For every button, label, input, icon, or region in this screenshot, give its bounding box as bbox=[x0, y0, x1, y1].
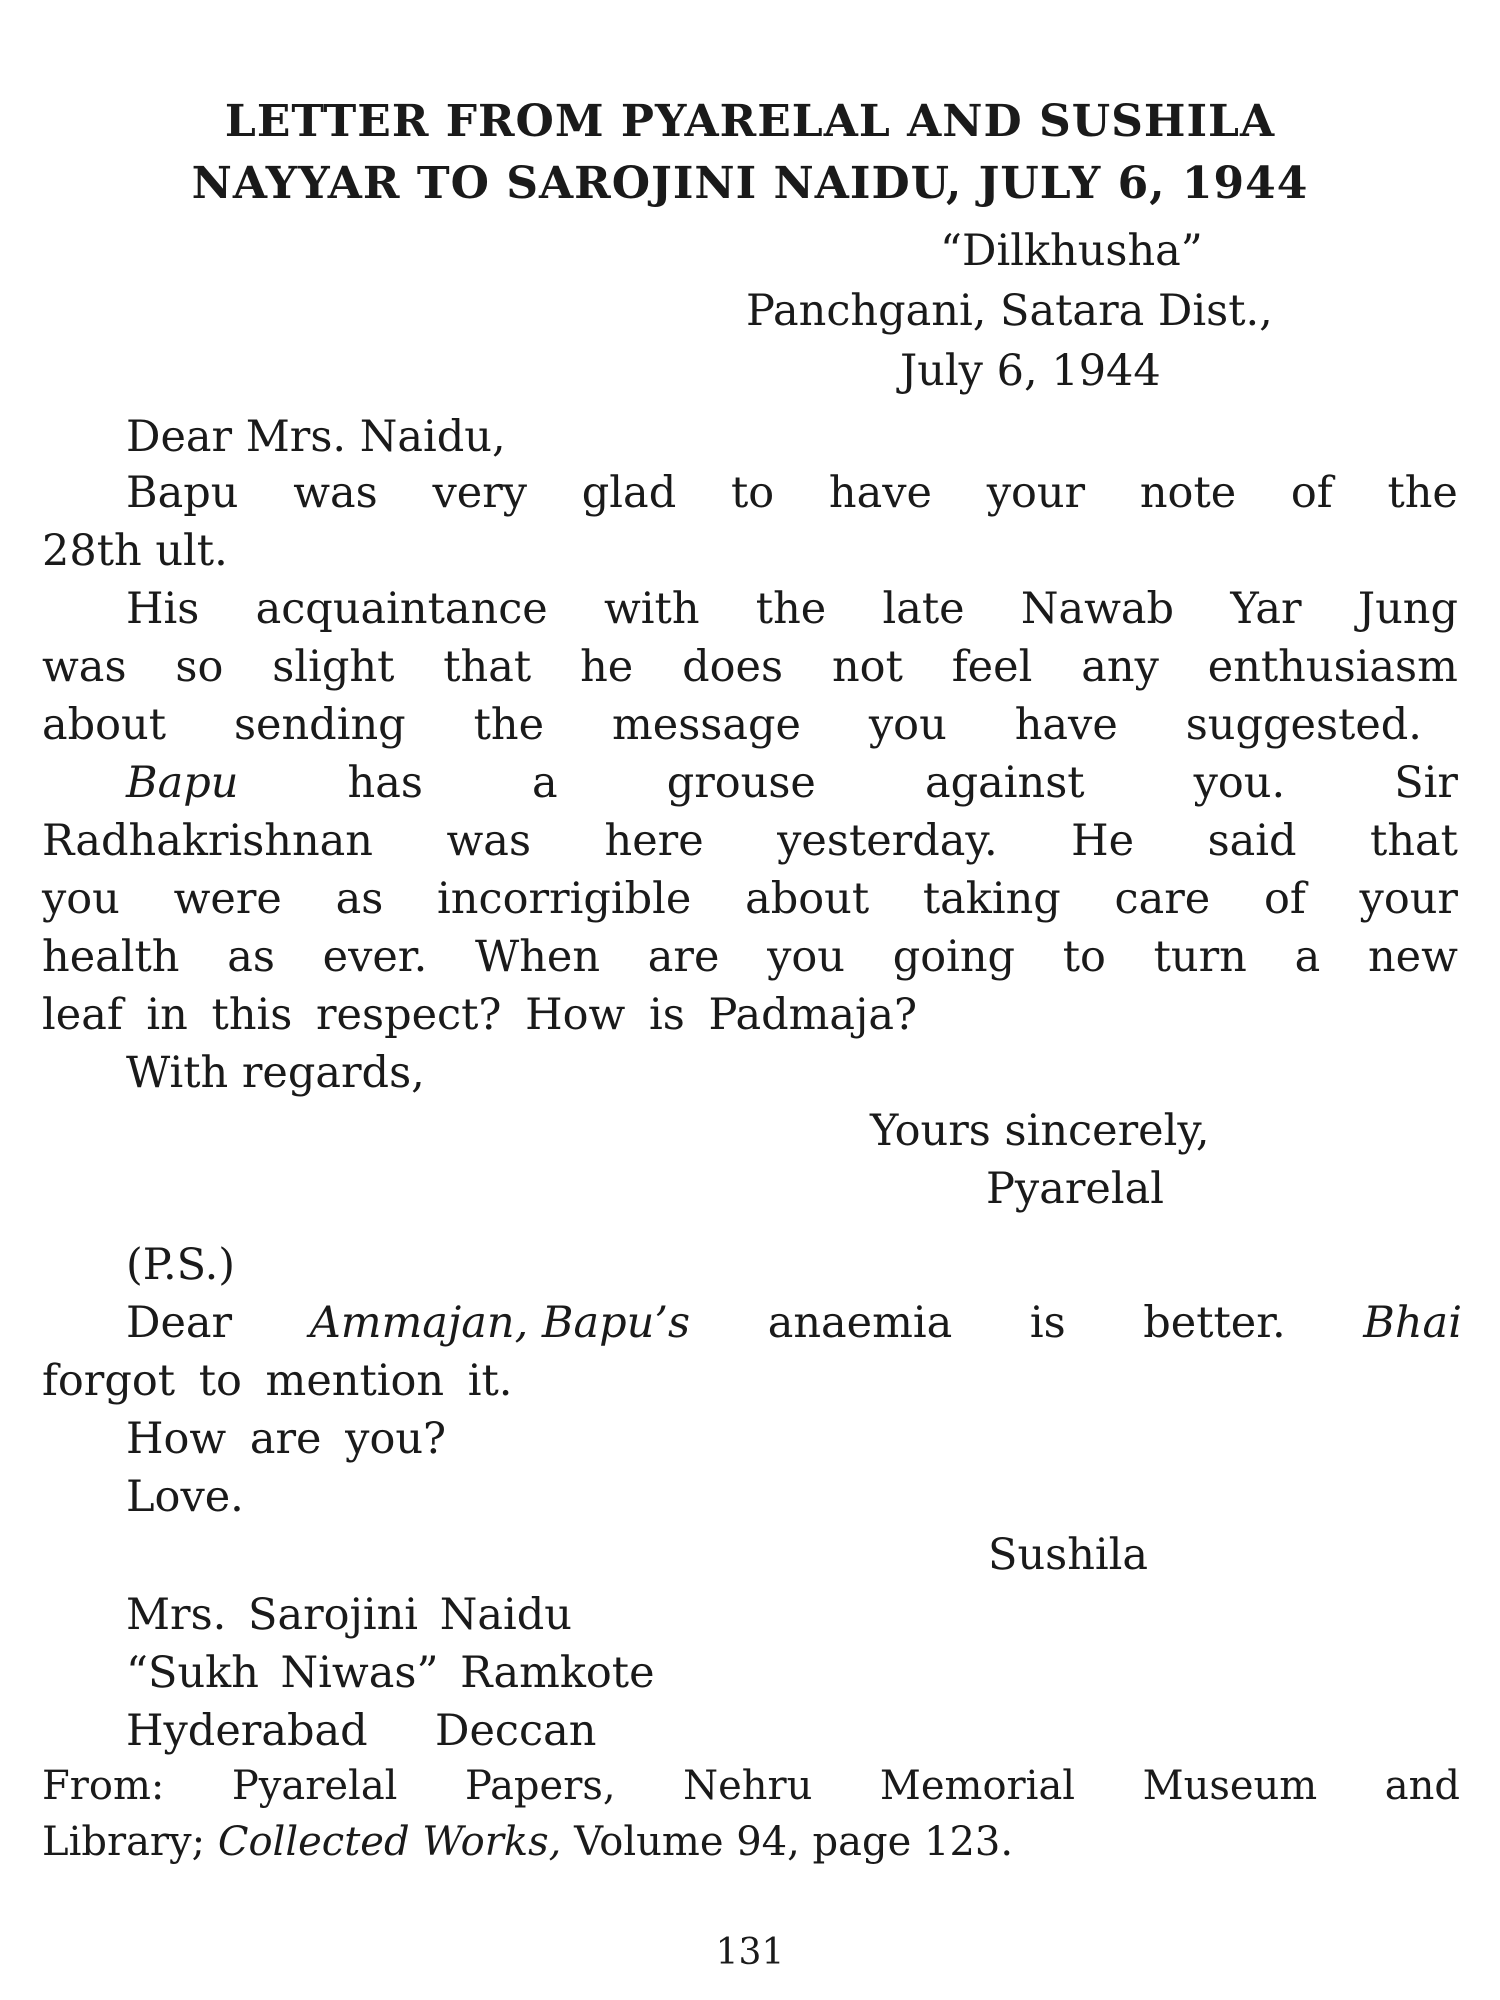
yours-sincerely: Yours sincerely, bbox=[870, 1106, 1210, 1156]
word: a bbox=[1294, 932, 1321, 982]
word: does bbox=[682, 642, 784, 692]
word: was bbox=[293, 468, 378, 518]
ps-label: (P.S.) bbox=[126, 1240, 236, 1290]
word: so bbox=[175, 642, 224, 692]
word: suggested. bbox=[1185, 700, 1422, 750]
signature-sushila: Sushila bbox=[988, 1530, 1149, 1580]
recipient-name: Mrs. Sarojini Naidu bbox=[126, 1590, 572, 1640]
recipient-house: “Sukh Niwas” Ramkote bbox=[126, 1648, 655, 1698]
paragraph-3-line-5: leaf in this respect? How is Padmaja? bbox=[42, 990, 918, 1040]
word: your bbox=[986, 468, 1086, 518]
word: here bbox=[604, 816, 704, 866]
word: of bbox=[1290, 468, 1333, 518]
word: From: bbox=[42, 1763, 165, 1809]
word: you. bbox=[1193, 758, 1286, 808]
word: feel bbox=[951, 642, 1033, 692]
word: a bbox=[532, 758, 558, 808]
word: was bbox=[42, 642, 127, 692]
paragraph-3-line-4 bbox=[42, 932, 1458, 982]
word: as bbox=[335, 874, 384, 924]
salutation: Dear Mrs. Naidu, bbox=[126, 412, 506, 462]
word: grouse bbox=[666, 758, 816, 808]
word: the bbox=[1387, 468, 1458, 518]
ps-line-2: forgot to mention it. bbox=[42, 1356, 513, 1406]
word: sending bbox=[233, 700, 406, 750]
word: enthusiasm bbox=[1207, 642, 1458, 692]
signature-pyarelal: Pyarelal bbox=[986, 1164, 1165, 1214]
word: glad bbox=[581, 468, 677, 518]
word: to bbox=[730, 468, 775, 518]
word: you bbox=[767, 932, 845, 982]
address-house: “Dilkhusha” bbox=[940, 226, 1203, 276]
word: health bbox=[42, 932, 180, 982]
italic-bapu: Bapu bbox=[126, 758, 239, 808]
word: and bbox=[1384, 1763, 1460, 1809]
paragraph-3-line-1 bbox=[126, 758, 1458, 808]
word: that bbox=[443, 642, 532, 692]
paragraph-1-line-1 bbox=[126, 468, 1458, 518]
title-line-1: LETTER FROM PYARELAL AND SUSHILA bbox=[224, 96, 1276, 147]
word: incorrigible bbox=[437, 874, 692, 924]
paragraph-2-line-3 bbox=[42, 700, 1422, 750]
word: any bbox=[1081, 642, 1159, 692]
word: Jung bbox=[1357, 584, 1458, 634]
word: care bbox=[1114, 874, 1211, 924]
page-number: 131 bbox=[715, 1932, 785, 1973]
word: you bbox=[42, 874, 120, 924]
word: Papers, bbox=[464, 1763, 616, 1809]
paragraph-3-line-3 bbox=[42, 874, 1458, 924]
ps-line-4: Love. bbox=[126, 1472, 244, 1522]
word: against bbox=[924, 758, 1085, 808]
title-line-2: NAYYAR TO SAROJINI NAIDU, JULY 6, 1944 bbox=[191, 158, 1309, 209]
word: has bbox=[347, 758, 423, 808]
word: was bbox=[446, 816, 532, 866]
word: are bbox=[647, 932, 720, 982]
word: you bbox=[868, 700, 947, 750]
word: as bbox=[227, 932, 275, 982]
source-line-1 bbox=[42, 1763, 1460, 1809]
paragraph-2-line-1 bbox=[126, 584, 1458, 634]
word: His bbox=[126, 584, 200, 634]
word: the bbox=[755, 584, 827, 634]
source-line-2: Library; Collected Works, Volume 94, page 123. bbox=[42, 1819, 1014, 1865]
word: your bbox=[1359, 874, 1458, 924]
word: very bbox=[432, 468, 528, 518]
word: Bapu bbox=[126, 468, 239, 518]
word: Museum bbox=[1142, 1763, 1318, 1809]
word: to bbox=[1062, 932, 1106, 982]
word: the bbox=[473, 700, 545, 750]
word: Memorial bbox=[879, 1763, 1076, 1809]
paragraph-3-line-2 bbox=[42, 816, 1458, 866]
word: taking bbox=[922, 874, 1061, 924]
paragraph-2-line-2 bbox=[42, 642, 1458, 692]
word: about bbox=[42, 700, 167, 750]
word: with bbox=[604, 584, 700, 634]
word: going bbox=[892, 932, 1016, 982]
word: yesterday. bbox=[777, 816, 998, 866]
ps-line-3: How are you? bbox=[126, 1414, 447, 1464]
word: Yar bbox=[1230, 584, 1302, 634]
word: were bbox=[173, 874, 282, 924]
word: Nawab bbox=[1020, 584, 1175, 634]
word: ever. bbox=[322, 932, 428, 982]
word: turn bbox=[1153, 932, 1247, 982]
word: new bbox=[1367, 932, 1458, 982]
address-date: July 6, 1944 bbox=[900, 346, 1161, 396]
word: note bbox=[1139, 468, 1237, 518]
word: he bbox=[580, 642, 634, 692]
word: not bbox=[831, 642, 903, 692]
word: Sir bbox=[1394, 758, 1458, 808]
word: have bbox=[828, 468, 932, 518]
word: Radhakrishnan bbox=[42, 816, 374, 866]
word: that bbox=[1370, 816, 1458, 866]
word: have bbox=[1014, 700, 1118, 750]
paragraph-1-line-2: 28th ult. bbox=[42, 526, 228, 576]
address-place: Panchgani, Satara Dist., bbox=[746, 286, 1273, 336]
word: of bbox=[1264, 874, 1306, 924]
word: said bbox=[1207, 816, 1297, 866]
word: He bbox=[1071, 816, 1135, 866]
word: message bbox=[611, 700, 801, 750]
recipient-city: Hyderabad Deccan bbox=[126, 1706, 597, 1756]
word: Nehru bbox=[683, 1763, 813, 1809]
word: slight bbox=[272, 642, 395, 692]
word: acquaintance bbox=[255, 584, 548, 634]
word: Pyarelal bbox=[231, 1763, 398, 1809]
word: When bbox=[475, 932, 601, 982]
word: late bbox=[882, 584, 965, 634]
word: about bbox=[745, 874, 870, 924]
ps-line-1: Dear Ammajan, Bapu’s anaemia is better. Bhai bbox=[126, 1298, 1462, 1348]
closing: With regards, bbox=[126, 1048, 425, 1098]
